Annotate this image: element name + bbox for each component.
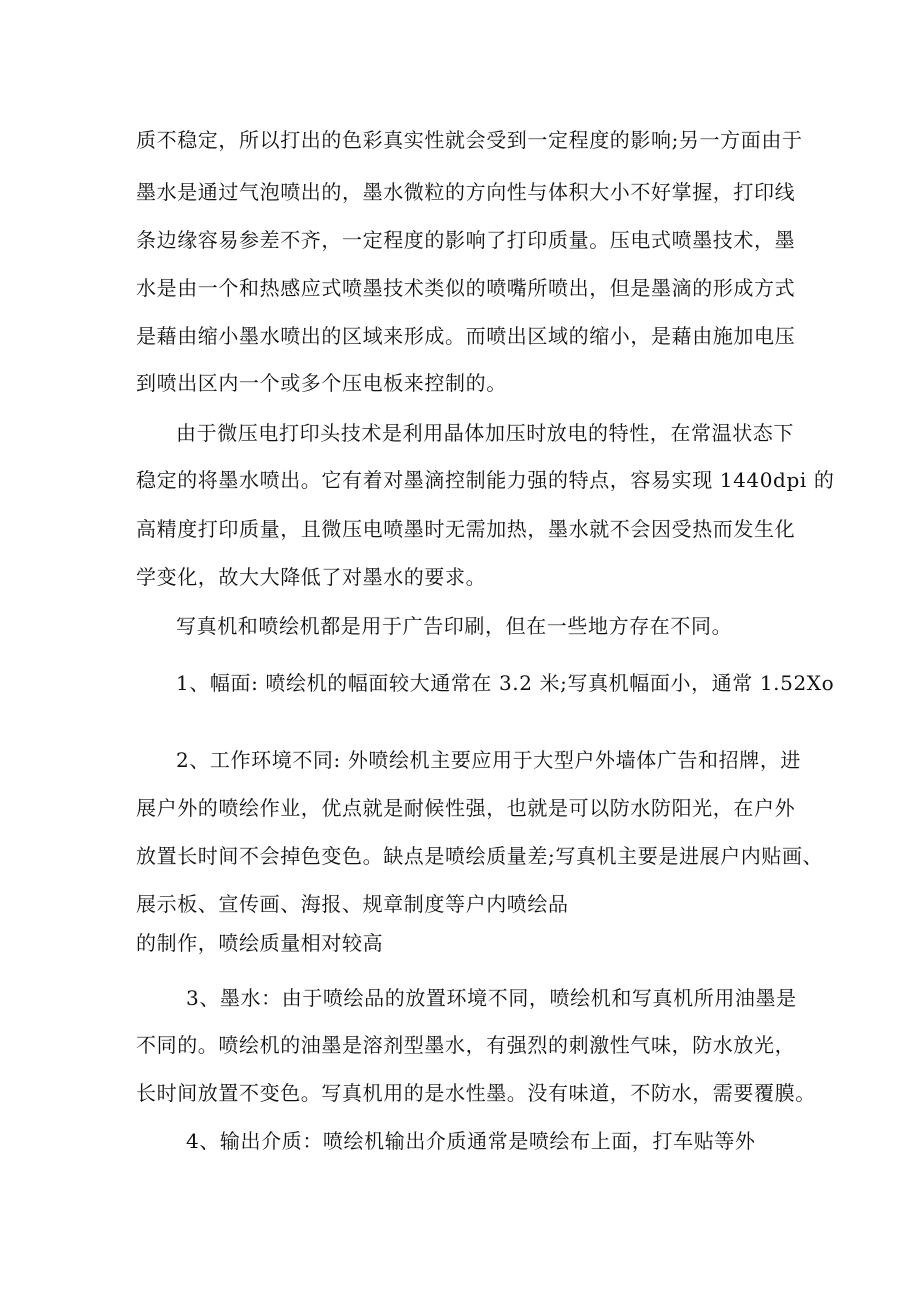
text-line: 展示板、宣传画、海报、规章制度等户内喷绘品: [136, 892, 569, 916]
text-line: 稳定的将墨水喷出。它有着对墨滴控制能力强的特点，容易实现 1440dpi 的: [136, 468, 835, 492]
text-line: 长时间放置不变色。写真机用的是水性墨。没有味道，不防水，需要覆膜。: [136, 1081, 816, 1105]
text-line: 质不稳定，所以打出的色彩真实性就会受到一定程度的影响;另一方面由于: [136, 128, 803, 152]
text-line: 2、工作环境不同: 外喷绘机主要应用于大型户外墙体广告和招牌，进: [176, 748, 802, 772]
text-line: 墨水是通过气泡喷出的，墨水微粒的方向性与体积大小不好掌握，打印线: [136, 180, 796, 204]
text-line: 3、墨水：由于喷绘品的放置环境不同，喷绘机和写真机所用油墨是: [186, 986, 797, 1010]
text-line: 由于微压电打印头技术是利用晶体加压时放电的特性，在常温状态下: [176, 421, 794, 445]
text-line: 不同的。喷绘机的油墨是溶剂型墨水，有强烈的刺激性气味，防水放光，: [136, 1033, 796, 1057]
text-line: 条边缘容易参差不齐，一定程度的影响了打印质量。压电式喷墨技术，墨: [136, 228, 796, 252]
text-line: 1、幅面: 喷绘机的幅面较大通常在 3.2 米;写真机幅面小，通常 1.52Xo: [176, 671, 835, 695]
text-line: 高精度打印质量，且微压电喷墨时无需加热，墨水就不会因受热而发生化: [136, 517, 796, 541]
text-line: 水是由一个和热感应式喷墨技术类似的喷嘴所喷出，但是墨滴的形成方式: [136, 276, 796, 300]
text-line: 4、输出介质：喷绘机输出介质通常是喷绘布上面，打车贴等外: [186, 1129, 756, 1153]
text-line: 放置长时间不会掉色变色。缺点是喷绘质量差;写真机主要是进展户内贴画、: [136, 844, 824, 868]
text-line: 写真机和喷绘机都是用于广告印刷，但在一些地方存在不同。: [176, 614, 733, 638]
text-line: 是藉由缩小墨水喷出的区域来形成。而喷出区域的缩小，是藉由施加电压: [136, 324, 796, 348]
text-line: 学变化，故大大降低了对墨水的要求。: [136, 565, 487, 589]
text-line: 的制作，喷绘质量相对较高: [136, 931, 384, 955]
text-line: 展户外的喷绘作业，优点就是耐候性强，也就是可以防水防阳光，在户外: [136, 796, 796, 820]
text-line: 到喷出区内一个或多个压电板来控制的。: [136, 371, 507, 395]
